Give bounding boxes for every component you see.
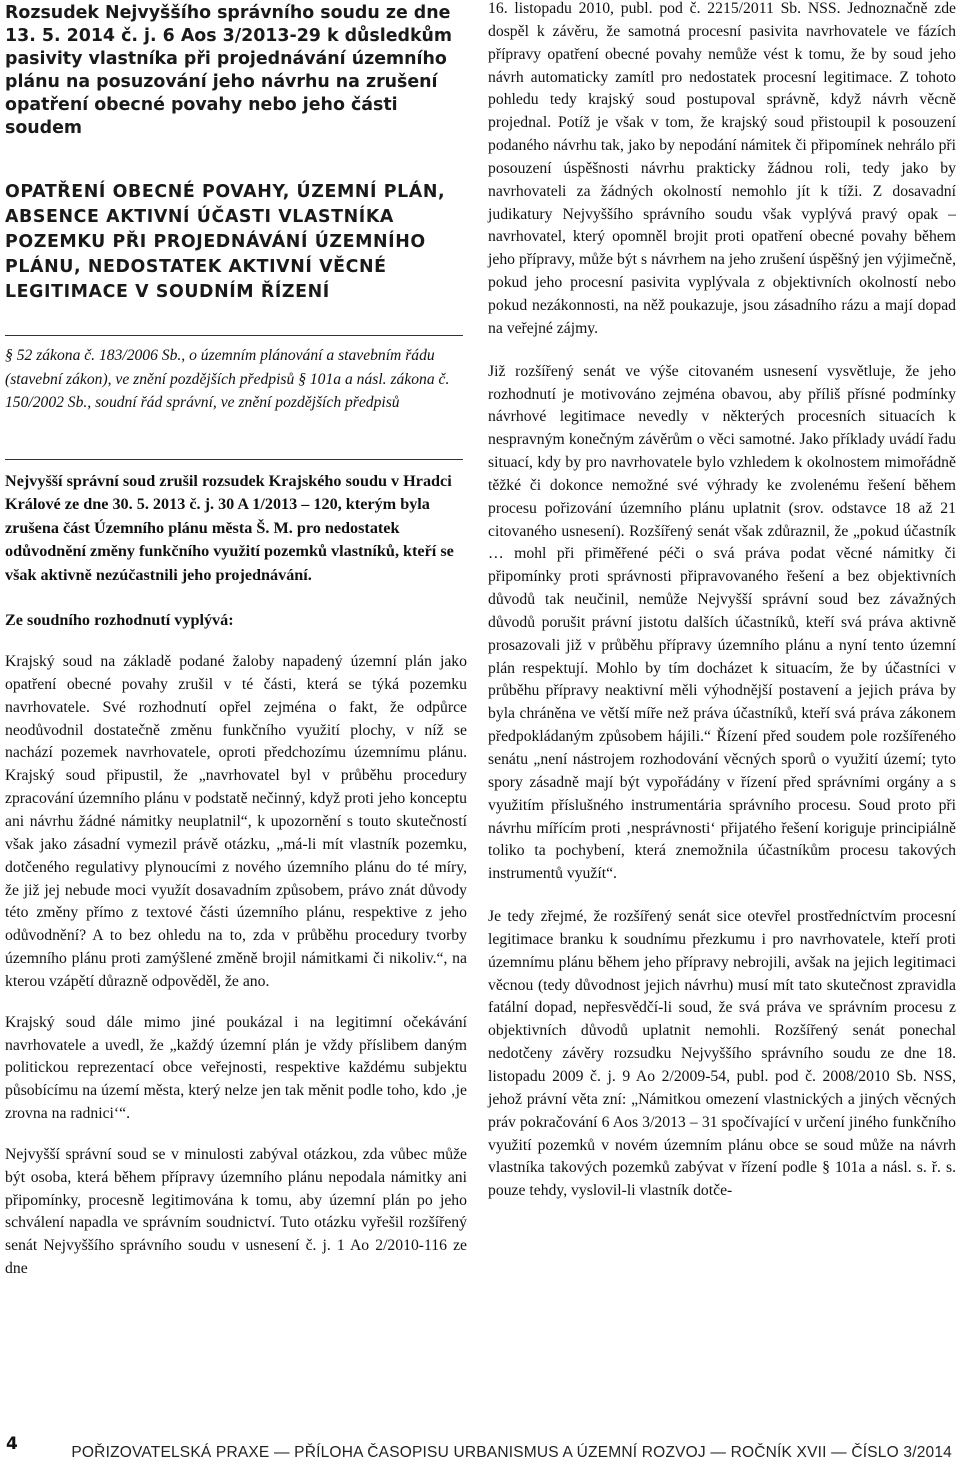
section-heading: Ze soudního rozhodnutí vyplývá:	[5, 611, 234, 630]
page-number: 4	[6, 1434, 18, 1454]
article-title: Rozsudek Nejvyššího správního soudu ze dne 13. 5. 2014 č. j. 6 Aos 3/2013-29 k důsledkům pasivity vlastníka při projednávání územního plánu na posuzování jeho návrhu na zrušení opatření obecné povahy nebo jeho části soudem	[5, 3, 453, 138]
body-paragraph: Krajský soud na základě podané žaloby napadený územní plán jako opatření obecné povahy zrušil v té části, která se týká pozemku navrhovatele. Své rozhodnutí opřel zejména o fakt, že odpůrce neodůvodnil dostatečně změnu funkčního využití plochy, v níž se nachází pozemek navrhovatele, oproti předchozímu územnímu plánu. Krajský soud připustil, že „navrhovatel byl v průběhu procedury zpracování územního plánu v podstatě nečinný, když proti jeho konceptu ani návrhu žádné námitky neuplatnil“, k upozornění s touto skutečností však jako zásadní vymezil právě otázku, „má-li mít vlastník pozemku, dotčeného regulativy plynoucími z nového územního plánu do té míry, že již jej nebude moci využít dosavadním způsobem, právo znát důvody této změny přímo z textové části územního plánu, respektive z jeho odůvodnění? A to bez ohledu na to, zda v průběhu procedury tvorby územního plánu proti zamýšlené změně brojil námitkami či nikoliv.“, na kterou vzápětí důrazně odpověděl, že ano.	[5, 653, 467, 990]
body-paragraph: 16. listopadu 2010, publ. pod č. 2215/2011 Sb. NSS. Jednoznačně zde dospěl k závěru, že samotná procesní pasivita navrhovatele ve fázích přípravy opatření obecné povahy nemůže vést k tomu, že by soud jeho návrh automaticky zamítl pro nedostatek procesní legitimace. Z tohoto pohledu tedy krajský soud postupoval správně, když návrh věcně projednal. Potíž je však v tom, že krajský soud přistoupil k posouzení podaného návrhu tak, jako by nepodání námitek či připomínek nehrálo při posouzení úspěšnosti návrhu prakticky žádnou roli, tedy jako by navrhovateli za žádných okolností nemohlo jít k tíži. Z dosavadní judikatury Nejvyššího správního soudu však vyplývá pravý opak – navrhovatel, který opomněl brojit proti opatření obecné povahy během jeho přípravy, může být s návrhem na jeho zrušení úspěšný jen výjimečně, pokud jeho procesní pasivita vyplývala z objektivních okolností nebo pokud nezákonnosti, na něž poukazuje, jsou zásadního rázu a mají dopad na veřejné zájmy.	[488, 0, 956, 337]
holding-summary: Nejvyšší správní soud zrušil rozsudek Krajského soudu v Hradci Králové ze dne 30. 5. 2013 č. j. 30 A 1/2013 – 120, kterým byla zrušena část Územního plánu města Š. M. pro nedostatek odůvodnění změny funkčního využití pozemků vlastníků, kteří se však aktivně nezúčastnili jeho projednávání.	[5, 471, 454, 584]
left-column	[5, 0, 467, 1281]
divider	[5, 335, 463, 336]
divider	[5, 459, 463, 460]
keywords-heading: OPATŘENÍ OBECNÉ POVAHY, ÚZEMNÍ PLÁN, ABSENCE AKTIVNÍ ÚČASTI VLASTNÍKA POZEMKU PŘI PROJEDNÁVÁNÍ ÚZEMNÍHO PLÁNU, NEDOSTATEK AKTIVNÍ VĚCNÉ LEGITIMACE V SOUDNÍM ŘÍZENÍ	[5, 182, 446, 302]
right-column	[488, 0, 956, 1203]
body-paragraph: Již rozšířený senát ve výše citovaném usnesení vysvětluje, že jeho rozhodnutí je motivováno zejména obavou, aby příliš přísné podmínky návrhové legitimace nevedly v některých procesních situacích k nespravným konečným závěrům o věci samotné. Jako příklady uvádí řadu situací, kdy by pro navrhovatele bylo vzhledem k okolnostem mimořádně těžké či dokonce nemožné své výhrady ke zvolenému řešení během procesu pořizování územního plánu uplatnit (srov. odstavce 18 až 21 citovaného usnesení). Rozšířený senát však zdůraznil, že „pokud účastník … mohl při přiměřené péči o svá práva podat věcné námitky či připomínky proti správnosti připravovaného řešení a bez objektivních důvodů tak neučinil, nemůže Nejvyšší správní soud bez závažných důvodů porušit právní jistotu dalších účastníků, kteří svá práva aktivně prosazovali již v průběhu přípravy územního plánu a nyní tento územní plán respektují. Mohlo by tím docházet k situacím, že by účastníci v průběhu přípravy neaktivní měli výhodnější postavení a jejich práva by byla chráněna ve větší míře než práva účastníků, kteří svá práva zákonem předpokládaným způsobem hájili.“ Řízení před soudem pole rozšířeného senátu „není nástrojem rozhodování věcných sporů o využití území; tyto spory zásadně mají být vypořádány v řízení před správními orgány a s využitím příslušného instrumentária správního procesu. Soud proto při návrhu mířícím proti ‚nesprávnosti‘ přijatého řešení koriguje principiálně toliko ta pochybení, která znemožnila účastníkům procesu takových instrumentů využít“.	[488, 362, 956, 883]
body-paragraph: Krajský soud dále mimo jiné poukázal i na legitimní očekávání navrhovatele a uvedl, že „každý územní plán je vždy příslibem daným politickou reprezentací obce veřejnosti, respektive každému subjektu působícímu na území města, který nelze jen tak měnit podle toho, kdo ‚je zrovna na radnici‘“.	[5, 1013, 467, 1123]
legal-references: § 52 zákona č. 183/2006 Sb., o územním plánování a stavebním řádu (stavební zákon), ve znění pozdějších předpisů § 101a a násl. zákona č. 150/2002 Sb., soudní řád správní, ve znění pozdějších předpisů	[5, 347, 450, 411]
page-footer: POŘIZOVATELSKÁ PRAXE — PŘÍLOHA ČASOPISU URBANISMUS A ÚZEMNÍ ROZVOJ — ROČNÍK XVII — ČÍSLO 3/2014	[71, 1444, 952, 1461]
body-paragraph: Je tedy zřejmé, že rozšířený senát sice otevřel prostředníctvím procesní legitimace branku k soudnímu přezkumu i pro navrhovatele, kteří proti územnímu plánu během jeho přípravy nebrojili, avšak na jejich legitimaci věcnou (tedy důvodnost jejich návrhu) musí mít tato skutečnost zpravidla fatální dopad, nepřesvědčí-li soud, že svá práva ve správním procesu z objektivních důvodů uplatnit nemohli. Rozšířený senát ponechal nedotčeny závěry rozsudku Nejvyššího správního soudu ze dne 18. listopadu 2009 č. j. 9 Ao 2/2009-54, publ. pod č. 2008/2010 Sb. NSS, jehož právní věta zní: „Námitkou omezení vlastnických a jiných věcných práv pokračování 6 Aos 3/2013 – 31 spočívající v určení jiného funkčního využití pozemků v novém územním plánu obce se soud může na návrh vlastníka takových pozemků zabývat v řízení podle § 101a a násl. s. ř. s. pouze tehdy, vyslovil-li vlastník dotče-	[488, 908, 956, 1200]
body-paragraph: Nejvyšší správní soud se v minulosti zabýval otázkou, zda vůbec může být osoba, která během přípravy územního plánu nepodala námitky ani připomínky, procesně legitimována k tomu, aby územní plán po jeho schválení napadla ve správním soudnictví. Tuto otázku vyřešil rozšířený senát Nejvyššího správního soudu v usnesení č. j. 1 Ao 2/2010-116 ze dne	[5, 1145, 467, 1278]
